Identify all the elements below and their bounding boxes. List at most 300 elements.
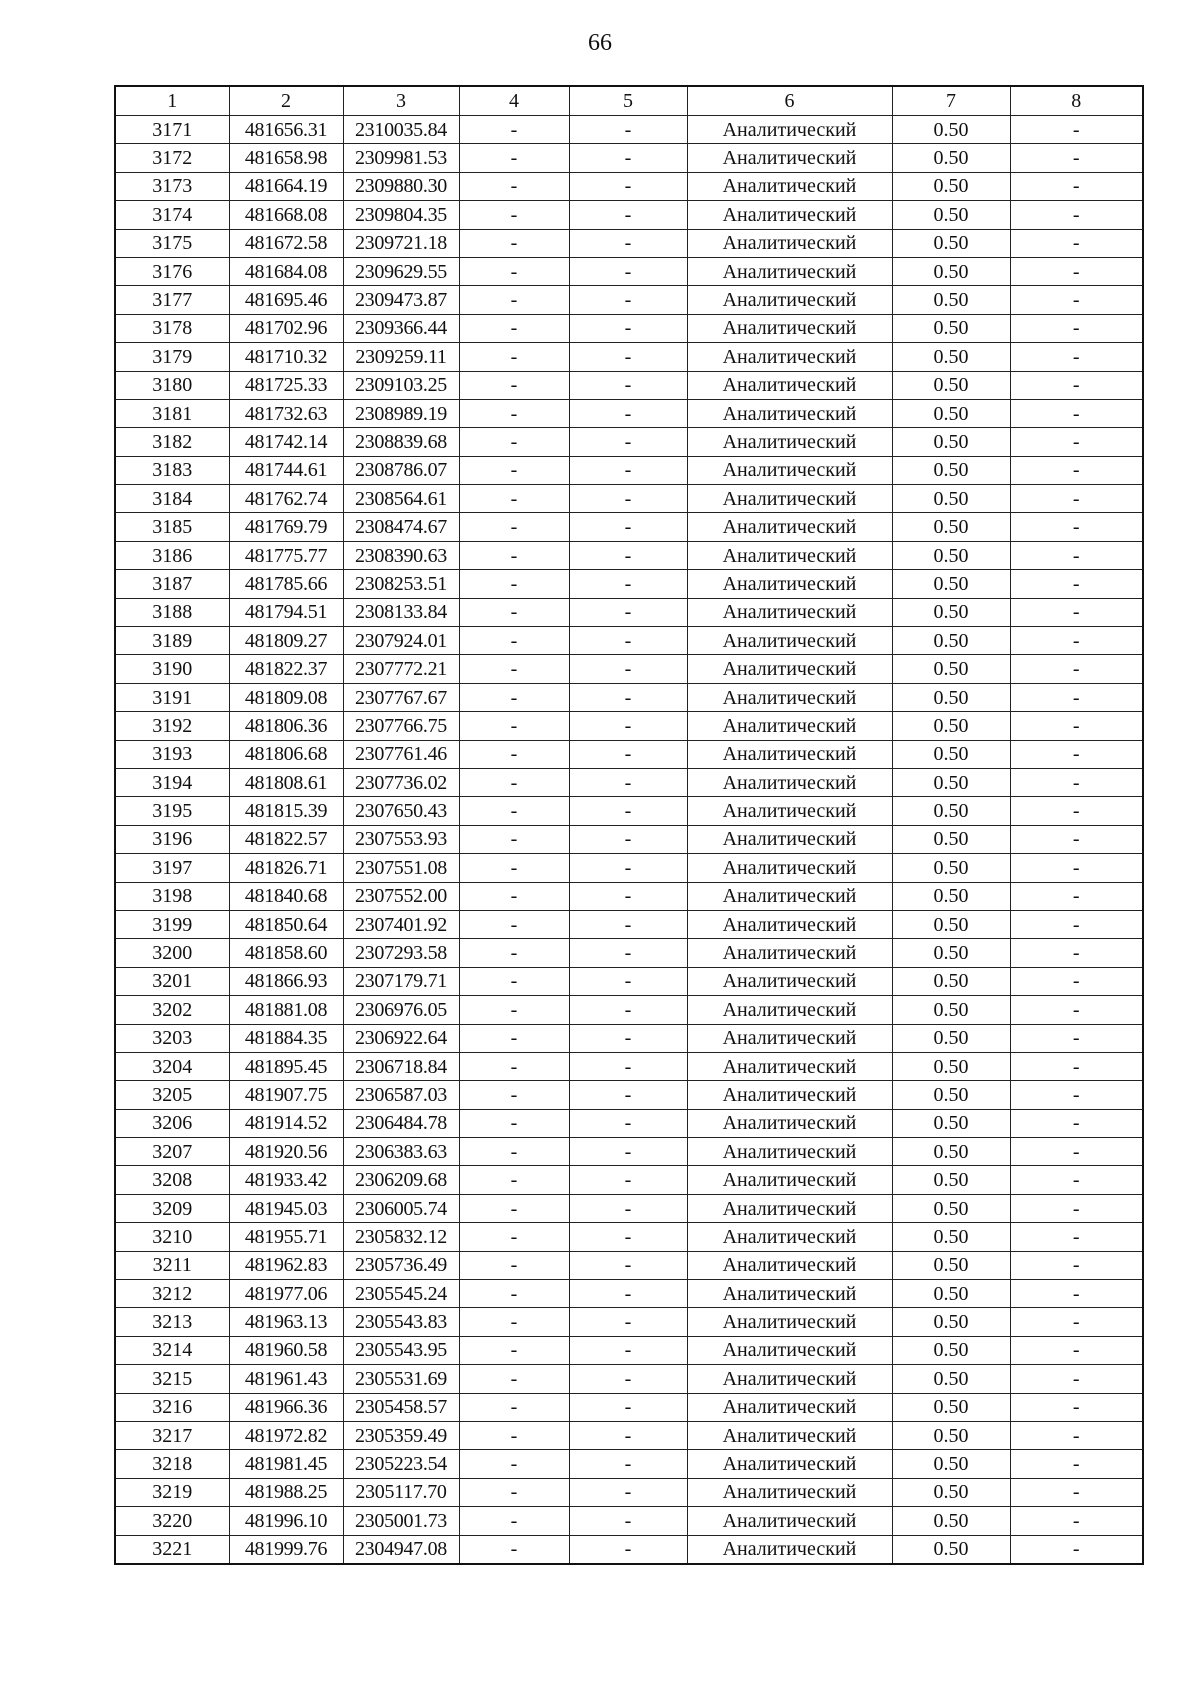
point-number-cell: 3171	[115, 116, 229, 144]
table-row	[115, 229, 1143, 257]
column-5-cell: -	[569, 144, 687, 172]
x-coordinate-cell: 481981.45	[229, 1450, 343, 1478]
method-cell: Аналитический	[687, 939, 892, 967]
column-4-cell: -	[459, 797, 569, 825]
table-row	[115, 1138, 1143, 1166]
point-number-cell: 3192	[115, 712, 229, 740]
method-cell: Аналитический	[687, 1450, 892, 1478]
column-8-cell: -	[1010, 1393, 1143, 1421]
accuracy-cell: 0.50	[892, 1478, 1010, 1506]
method-cell: Аналитический	[687, 825, 892, 853]
column-4-cell: -	[459, 314, 569, 342]
table-row	[115, 882, 1143, 910]
column-5-cell: -	[569, 996, 687, 1024]
x-coordinate-cell: 481933.42	[229, 1166, 343, 1194]
accuracy-cell: 0.50	[892, 1081, 1010, 1109]
column-5-cell: -	[569, 740, 687, 768]
x-coordinate-cell: 481988.25	[229, 1478, 343, 1506]
x-coordinate-cell: 481658.98	[229, 144, 343, 172]
accuracy-cell: 0.50	[892, 1138, 1010, 1166]
column-4-cell: -	[459, 485, 569, 513]
y-coordinate-cell: 2308839.68	[343, 428, 459, 456]
y-coordinate-cell: 2305736.49	[343, 1251, 459, 1279]
column-5-cell: -	[569, 1421, 687, 1449]
column-4-cell: -	[459, 428, 569, 456]
point-number-cell: 3172	[115, 144, 229, 172]
x-coordinate-cell: 481815.39	[229, 797, 343, 825]
point-number-cell: 3210	[115, 1223, 229, 1251]
point-number-cell: 3198	[115, 882, 229, 910]
table-row	[115, 1450, 1143, 1478]
point-number-cell: 3203	[115, 1024, 229, 1052]
point-number-cell: 3196	[115, 825, 229, 853]
method-cell: Аналитический	[687, 1166, 892, 1194]
x-coordinate-cell: 481977.06	[229, 1280, 343, 1308]
point-number-cell: 3175	[115, 229, 229, 257]
column-5-cell: -	[569, 172, 687, 200]
column-header: 7	[892, 86, 1010, 116]
accuracy-cell: 0.50	[892, 456, 1010, 484]
accuracy-cell: 0.50	[892, 172, 1010, 200]
table-row	[115, 712, 1143, 740]
column-5-cell: -	[569, 541, 687, 569]
x-coordinate-cell: 481962.83	[229, 1251, 343, 1279]
y-coordinate-cell: 2305543.83	[343, 1308, 459, 1336]
method-cell: Аналитический	[687, 1109, 892, 1137]
accuracy-cell: 0.50	[892, 825, 1010, 853]
accuracy-cell: 0.50	[892, 768, 1010, 796]
table-row	[115, 825, 1143, 853]
x-coordinate-cell: 481955.71	[229, 1223, 343, 1251]
column-header: 4	[459, 86, 569, 116]
column-8-cell: -	[1010, 1507, 1143, 1535]
x-coordinate-cell: 481809.27	[229, 627, 343, 655]
x-coordinate-cell: 481664.19	[229, 172, 343, 200]
column-8-cell: -	[1010, 1138, 1143, 1166]
x-coordinate-cell: 481858.60	[229, 939, 343, 967]
column-4-cell: -	[459, 910, 569, 938]
point-number-cell: 3202	[115, 996, 229, 1024]
column-8-cell: -	[1010, 257, 1143, 285]
column-4-cell: -	[459, 1251, 569, 1279]
method-cell: Аналитический	[687, 996, 892, 1024]
column-8-cell: -	[1010, 371, 1143, 399]
y-coordinate-cell: 2307293.58	[343, 939, 459, 967]
column-5-cell: -	[569, 314, 687, 342]
x-coordinate-cell: 481907.75	[229, 1081, 343, 1109]
table-row	[115, 485, 1143, 513]
column-5-cell: -	[569, 1251, 687, 1279]
y-coordinate-cell: 2305359.49	[343, 1421, 459, 1449]
y-coordinate-cell: 2307767.67	[343, 683, 459, 711]
accuracy-cell: 0.50	[892, 683, 1010, 711]
method-cell: Аналитический	[687, 1535, 892, 1564]
column-4-cell: -	[459, 1024, 569, 1052]
coordinates-table	[114, 85, 1144, 1565]
column-header: 8	[1010, 86, 1143, 116]
table-row	[115, 172, 1143, 200]
table-row	[115, 1365, 1143, 1393]
column-8-cell: -	[1010, 740, 1143, 768]
accuracy-cell: 0.50	[892, 1450, 1010, 1478]
column-4-cell: -	[459, 229, 569, 257]
column-5-cell: -	[569, 1166, 687, 1194]
table-row	[115, 797, 1143, 825]
x-coordinate-cell: 481884.35	[229, 1024, 343, 1052]
column-4-cell: -	[459, 172, 569, 200]
column-5-cell: -	[569, 229, 687, 257]
column-8-cell: -	[1010, 1081, 1143, 1109]
point-number-cell: 3213	[115, 1308, 229, 1336]
column-4-cell: -	[459, 1478, 569, 1506]
point-number-cell: 3212	[115, 1280, 229, 1308]
y-coordinate-cell: 2307551.08	[343, 854, 459, 882]
column-5-cell: -	[569, 825, 687, 853]
column-5-cell: -	[569, 1308, 687, 1336]
x-coordinate-cell: 481963.13	[229, 1308, 343, 1336]
y-coordinate-cell: 2307736.02	[343, 768, 459, 796]
column-5-cell: -	[569, 201, 687, 229]
x-coordinate-cell: 481725.33	[229, 371, 343, 399]
column-5-cell: -	[569, 655, 687, 683]
column-4-cell: -	[459, 825, 569, 853]
column-8-cell: -	[1010, 1052, 1143, 1080]
column-5-cell: -	[569, 768, 687, 796]
table-row	[115, 967, 1143, 995]
table-row	[115, 854, 1143, 882]
accuracy-cell: 0.50	[892, 1308, 1010, 1336]
x-coordinate-cell: 481840.68	[229, 882, 343, 910]
table-row	[115, 1166, 1143, 1194]
column-4-cell: -	[459, 201, 569, 229]
method-cell: Аналитический	[687, 144, 892, 172]
x-coordinate-cell: 481806.36	[229, 712, 343, 740]
method-cell: Аналитический	[687, 485, 892, 513]
accuracy-cell: 0.50	[892, 1535, 1010, 1564]
table-header-row	[115, 86, 1143, 116]
y-coordinate-cell: 2308133.84	[343, 598, 459, 626]
method-cell: Аналитический	[687, 286, 892, 314]
method-cell: Аналитический	[687, 1081, 892, 1109]
point-number-cell: 3176	[115, 257, 229, 285]
x-coordinate-cell: 481710.32	[229, 343, 343, 371]
accuracy-cell: 0.50	[892, 116, 1010, 144]
point-number-cell: 3191	[115, 683, 229, 711]
accuracy-cell: 0.50	[892, 1024, 1010, 1052]
table-row	[115, 1507, 1143, 1535]
x-coordinate-cell: 481656.31	[229, 116, 343, 144]
y-coordinate-cell: 2308253.51	[343, 570, 459, 598]
y-coordinate-cell: 2309804.35	[343, 201, 459, 229]
column-5-cell: -	[569, 1081, 687, 1109]
accuracy-cell: 0.50	[892, 257, 1010, 285]
method-cell: Аналитический	[687, 1336, 892, 1364]
table-row	[115, 456, 1143, 484]
column-4-cell: -	[459, 1535, 569, 1564]
column-5-cell: -	[569, 1280, 687, 1308]
table-row	[115, 1280, 1143, 1308]
y-coordinate-cell: 2306383.63	[343, 1138, 459, 1166]
column-8-cell: -	[1010, 939, 1143, 967]
x-coordinate-cell: 481920.56	[229, 1138, 343, 1166]
x-coordinate-cell: 481914.52	[229, 1109, 343, 1137]
column-8-cell: -	[1010, 172, 1143, 200]
y-coordinate-cell: 2309629.55	[343, 257, 459, 285]
y-coordinate-cell: 2308474.67	[343, 513, 459, 541]
table-row	[115, 683, 1143, 711]
y-coordinate-cell: 2306718.84	[343, 1052, 459, 1080]
table-row	[115, 996, 1143, 1024]
point-number-cell: 3189	[115, 627, 229, 655]
table-row	[115, 1081, 1143, 1109]
column-4-cell: -	[459, 1109, 569, 1137]
point-number-cell: 3181	[115, 399, 229, 427]
x-coordinate-cell: 481668.08	[229, 201, 343, 229]
point-number-cell: 3174	[115, 201, 229, 229]
column-5-cell: -	[569, 371, 687, 399]
column-8-cell: -	[1010, 854, 1143, 882]
column-5-cell: -	[569, 1024, 687, 1052]
column-4-cell: -	[459, 712, 569, 740]
column-4-cell: -	[459, 1507, 569, 1535]
y-coordinate-cell: 2306484.78	[343, 1109, 459, 1137]
y-coordinate-cell: 2309259.11	[343, 343, 459, 371]
column-8-cell: -	[1010, 286, 1143, 314]
point-number-cell: 3183	[115, 456, 229, 484]
accuracy-cell: 0.50	[892, 939, 1010, 967]
method-cell: Аналитический	[687, 910, 892, 938]
y-coordinate-cell: 2309981.53	[343, 144, 459, 172]
method-cell: Аналитический	[687, 797, 892, 825]
column-4-cell: -	[459, 1308, 569, 1336]
point-number-cell: 3201	[115, 967, 229, 995]
y-coordinate-cell: 2310035.84	[343, 116, 459, 144]
column-8-cell: -	[1010, 485, 1143, 513]
x-coordinate-cell: 481742.14	[229, 428, 343, 456]
table-row	[115, 1336, 1143, 1364]
column-5-cell: -	[569, 627, 687, 655]
method-cell: Аналитический	[687, 257, 892, 285]
method-cell: Аналитический	[687, 513, 892, 541]
column-8-cell: -	[1010, 456, 1143, 484]
accuracy-cell: 0.50	[892, 1421, 1010, 1449]
y-coordinate-cell: 2308564.61	[343, 485, 459, 513]
column-4-cell: -	[459, 541, 569, 569]
method-cell: Аналитический	[687, 172, 892, 200]
table-row	[115, 1421, 1143, 1449]
column-4-cell: -	[459, 257, 569, 285]
column-4-cell: -	[459, 1138, 569, 1166]
accuracy-cell: 0.50	[892, 996, 1010, 1024]
table-row	[115, 399, 1143, 427]
column-header: 5	[569, 86, 687, 116]
column-8-cell: -	[1010, 116, 1143, 144]
column-8-cell: -	[1010, 1251, 1143, 1279]
table-row	[115, 910, 1143, 938]
column-4-cell: -	[459, 1450, 569, 1478]
y-coordinate-cell: 2309473.87	[343, 286, 459, 314]
y-coordinate-cell: 2307924.01	[343, 627, 459, 655]
x-coordinate-cell: 481775.77	[229, 541, 343, 569]
column-5-cell: -	[569, 1109, 687, 1137]
method-cell: Аналитический	[687, 1194, 892, 1222]
column-5-cell: -	[569, 712, 687, 740]
y-coordinate-cell: 2306005.74	[343, 1194, 459, 1222]
accuracy-cell: 0.50	[892, 598, 1010, 626]
method-cell: Аналитический	[687, 627, 892, 655]
column-8-cell: -	[1010, 768, 1143, 796]
accuracy-cell: 0.50	[892, 1194, 1010, 1222]
point-number-cell: 3216	[115, 1393, 229, 1421]
column-5-cell: -	[569, 882, 687, 910]
column-8-cell: -	[1010, 1024, 1143, 1052]
column-4-cell: -	[459, 967, 569, 995]
accuracy-cell: 0.50	[892, 627, 1010, 655]
accuracy-cell: 0.50	[892, 1109, 1010, 1137]
column-4-cell: -	[459, 399, 569, 427]
column-8-cell: -	[1010, 513, 1143, 541]
table-row	[115, 286, 1143, 314]
column-5-cell: -	[569, 1336, 687, 1364]
column-8-cell: -	[1010, 314, 1143, 342]
column-5-cell: -	[569, 428, 687, 456]
column-5-cell: -	[569, 797, 687, 825]
column-4-cell: -	[459, 1081, 569, 1109]
method-cell: Аналитический	[687, 371, 892, 399]
column-5-cell: -	[569, 1393, 687, 1421]
table-row	[115, 371, 1143, 399]
column-4-cell: -	[459, 513, 569, 541]
accuracy-cell: 0.50	[892, 428, 1010, 456]
table-row	[115, 513, 1143, 541]
column-header: 3	[343, 86, 459, 116]
point-number-cell: 3188	[115, 598, 229, 626]
x-coordinate-cell: 481684.08	[229, 257, 343, 285]
column-8-cell: -	[1010, 343, 1143, 371]
accuracy-cell: 0.50	[892, 1166, 1010, 1194]
table-row	[115, 1052, 1143, 1080]
point-number-cell: 3190	[115, 655, 229, 683]
column-8-cell: -	[1010, 1166, 1143, 1194]
column-8-cell: -	[1010, 144, 1143, 172]
table-row	[115, 1194, 1143, 1222]
method-cell: Аналитический	[687, 1393, 892, 1421]
y-coordinate-cell: 2305117.70	[343, 1478, 459, 1506]
table-row	[115, 627, 1143, 655]
x-coordinate-cell: 481744.61	[229, 456, 343, 484]
column-5-cell: -	[569, 570, 687, 598]
accuracy-cell: 0.50	[892, 1052, 1010, 1080]
column-8-cell: -	[1010, 1308, 1143, 1336]
column-4-cell: -	[459, 116, 569, 144]
column-4-cell: -	[459, 343, 569, 371]
x-coordinate-cell: 481769.79	[229, 513, 343, 541]
column-4-cell: -	[459, 1194, 569, 1222]
column-8-cell: -	[1010, 1223, 1143, 1251]
accuracy-cell: 0.50	[892, 854, 1010, 882]
x-coordinate-cell: 481961.43	[229, 1365, 343, 1393]
column-8-cell: -	[1010, 1109, 1143, 1137]
method-cell: Аналитический	[687, 1052, 892, 1080]
accuracy-cell: 0.50	[892, 201, 1010, 229]
method-cell: Аналитический	[687, 399, 892, 427]
column-8-cell: -	[1010, 910, 1143, 938]
y-coordinate-cell: 2307766.75	[343, 712, 459, 740]
column-8-cell: -	[1010, 655, 1143, 683]
y-coordinate-cell: 2306587.03	[343, 1081, 459, 1109]
point-number-cell: 3193	[115, 740, 229, 768]
x-coordinate-cell: 481702.96	[229, 314, 343, 342]
column-5-cell: -	[569, 286, 687, 314]
table-row	[115, 343, 1143, 371]
accuracy-cell: 0.50	[892, 882, 1010, 910]
accuracy-cell: 0.50	[892, 144, 1010, 172]
y-coordinate-cell: 2305832.12	[343, 1223, 459, 1251]
accuracy-cell: 0.50	[892, 797, 1010, 825]
column-5-cell: -	[569, 967, 687, 995]
point-number-cell: 3199	[115, 910, 229, 938]
column-8-cell: -	[1010, 229, 1143, 257]
column-5-cell: -	[569, 1138, 687, 1166]
table-row	[115, 1223, 1143, 1251]
y-coordinate-cell: 2308989.19	[343, 399, 459, 427]
point-number-cell: 3186	[115, 541, 229, 569]
accuracy-cell: 0.50	[892, 1251, 1010, 1279]
y-coordinate-cell: 2304947.08	[343, 1535, 459, 1564]
column-4-cell: -	[459, 854, 569, 882]
column-5-cell: -	[569, 1507, 687, 1535]
column-5-cell: -	[569, 854, 687, 882]
column-4-cell: -	[459, 1280, 569, 1308]
column-8-cell: -	[1010, 627, 1143, 655]
point-number-cell: 3214	[115, 1336, 229, 1364]
table-row	[115, 939, 1143, 967]
accuracy-cell: 0.50	[892, 513, 1010, 541]
point-number-cell: 3217	[115, 1421, 229, 1449]
column-4-cell: -	[459, 996, 569, 1024]
table-body	[115, 116, 1143, 1564]
method-cell: Аналитический	[687, 712, 892, 740]
table-row	[115, 1251, 1143, 1279]
column-5-cell: -	[569, 257, 687, 285]
table-row	[115, 116, 1143, 144]
column-8-cell: -	[1010, 1535, 1143, 1564]
column-8-cell: -	[1010, 201, 1143, 229]
point-number-cell: 3200	[115, 939, 229, 967]
column-5-cell: -	[569, 1194, 687, 1222]
accuracy-cell: 0.50	[892, 712, 1010, 740]
column-5-cell: -	[569, 1450, 687, 1478]
point-number-cell: 3218	[115, 1450, 229, 1478]
x-coordinate-cell: 481972.82	[229, 1421, 343, 1449]
accuracy-cell: 0.50	[892, 1280, 1010, 1308]
y-coordinate-cell: 2307179.71	[343, 967, 459, 995]
accuracy-cell: 0.50	[892, 541, 1010, 569]
x-coordinate-cell: 481881.08	[229, 996, 343, 1024]
table-row	[115, 768, 1143, 796]
column-4-cell: -	[459, 1336, 569, 1364]
table-row	[115, 1393, 1143, 1421]
method-cell: Аналитический	[687, 201, 892, 229]
y-coordinate-cell: 2309366.44	[343, 314, 459, 342]
column-8-cell: -	[1010, 996, 1143, 1024]
y-coordinate-cell: 2307772.21	[343, 655, 459, 683]
column-5-cell: -	[569, 1478, 687, 1506]
column-4-cell: -	[459, 683, 569, 711]
table-row	[115, 428, 1143, 456]
column-5-cell: -	[569, 1052, 687, 1080]
point-number-cell: 3197	[115, 854, 229, 882]
